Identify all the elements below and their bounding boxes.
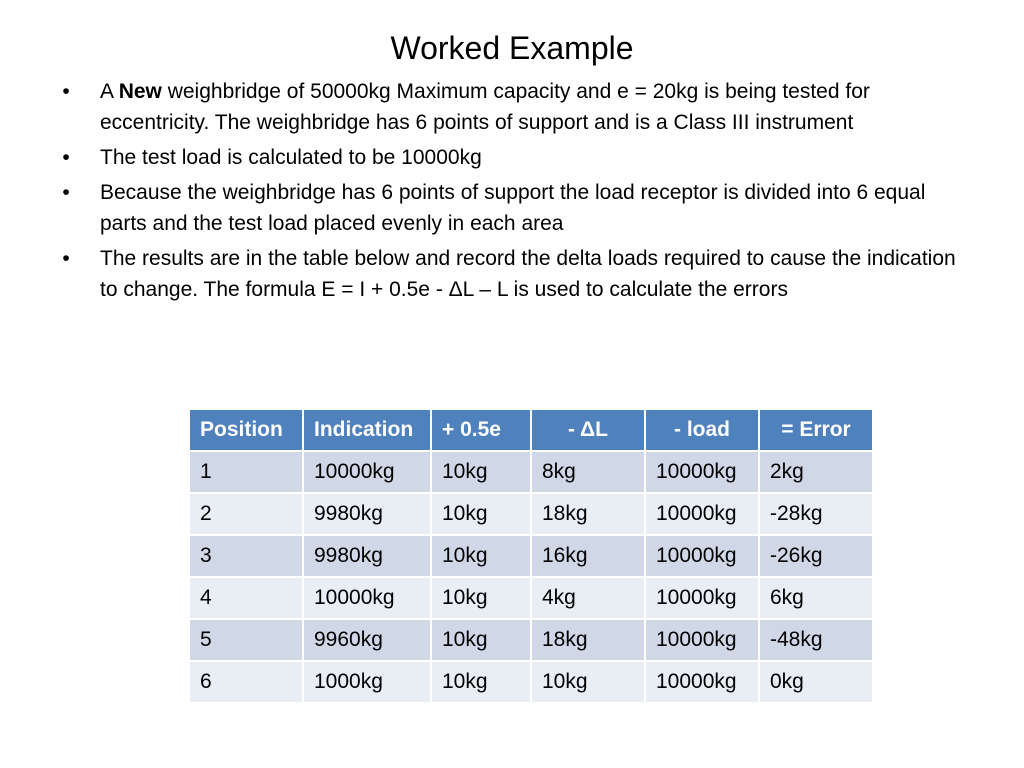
cell-position: 4: [189, 577, 303, 619]
table-row: [189, 577, 873, 619]
bullet-item: [56, 243, 976, 305]
bullet-text-bold: New: [118, 80, 162, 103]
cell-position: 1: [189, 451, 303, 493]
header-load: - load: [645, 409, 759, 451]
table-row: [189, 451, 873, 493]
cell-error: 6kg: [759, 577, 873, 619]
bullet-text: The results are in the table below and record the delta loads required to cause the indication to change. The formula E = I + 0.5e - ΔL – L is used to calculate the errors: [100, 247, 956, 301]
cell-indication: 9960kg: [303, 619, 431, 661]
cell-delta-l: 16kg: [531, 535, 645, 577]
header-delta-l: - ΔL: [531, 409, 645, 451]
cell-error: -26kg: [759, 535, 873, 577]
cell-position: 3: [189, 535, 303, 577]
cell-indication: 1000kg: [303, 661, 431, 703]
results-table: [188, 408, 874, 704]
slide-title: Worked Example: [390, 30, 634, 66]
cell-load: 10000kg: [645, 577, 759, 619]
table-row: [189, 661, 873, 703]
header-indication: Indication: [303, 409, 431, 451]
bullet-icon: •: [62, 80, 70, 103]
bullet-text-prefix: A: [100, 80, 119, 103]
header-error: = Error: [759, 409, 873, 451]
cell-indication: 9980kg: [303, 493, 431, 535]
cell-half-e: 10kg: [431, 661, 531, 703]
cell-indication: 10000kg: [303, 451, 431, 493]
cell-error: -28kg: [759, 493, 873, 535]
cell-half-e: 10kg: [431, 577, 531, 619]
cell-half-e: 10kg: [431, 451, 531, 493]
bullet-text: The test load is calculated to be 10000kg: [100, 146, 482, 169]
cell-delta-l: 4kg: [531, 577, 645, 619]
bullet-item: [56, 177, 976, 239]
cell-load: 10000kg: [645, 535, 759, 577]
table-row: [189, 493, 873, 535]
cell-load: 10000kg: [645, 451, 759, 493]
cell-half-e: 10kg: [431, 535, 531, 577]
bullet-item: [56, 76, 976, 138]
cell-half-e: 10kg: [431, 619, 531, 661]
cell-delta-l: 18kg: [531, 493, 645, 535]
table-row: [189, 535, 873, 577]
header-half-e: + 0.5e: [431, 409, 531, 451]
bullet-list: [56, 76, 976, 309]
bullet-text-rest: weighbridge of 50000kg Maximum capacity and e = 20kg is being tested for eccentricity. The weighbridge has 6 points of support and is a Class III instrument: [100, 80, 870, 134]
table-row: [189, 619, 873, 661]
table-header-row: [189, 409, 873, 451]
cell-error: 0kg: [759, 661, 873, 703]
cell-delta-l: 8kg: [531, 451, 645, 493]
cell-indication: 10000kg: [303, 577, 431, 619]
bullet-icon: •: [62, 181, 70, 204]
cell-position: 5: [189, 619, 303, 661]
bullet-icon: •: [62, 146, 70, 169]
cell-half-e: 10kg: [431, 493, 531, 535]
cell-indication: 9980kg: [303, 535, 431, 577]
bullet-text: Because the weighbridge has 6 points of support the load receptor is divided into 6 equal parts and the test load placed evenly in each area: [100, 181, 926, 235]
bullet-icon: •: [62, 247, 70, 270]
cell-position: 6: [189, 661, 303, 703]
cell-load: 10000kg: [645, 661, 759, 703]
cell-load: 10000kg: [645, 493, 759, 535]
cell-delta-l: 10kg: [531, 661, 645, 703]
cell-error: 2kg: [759, 451, 873, 493]
cell-position: 2: [189, 493, 303, 535]
header-position: Position: [189, 409, 303, 451]
cell-delta-l: 18kg: [531, 619, 645, 661]
cell-error: -48kg: [759, 619, 873, 661]
bullet-item: [56, 142, 976, 173]
cell-load: 10000kg: [645, 619, 759, 661]
